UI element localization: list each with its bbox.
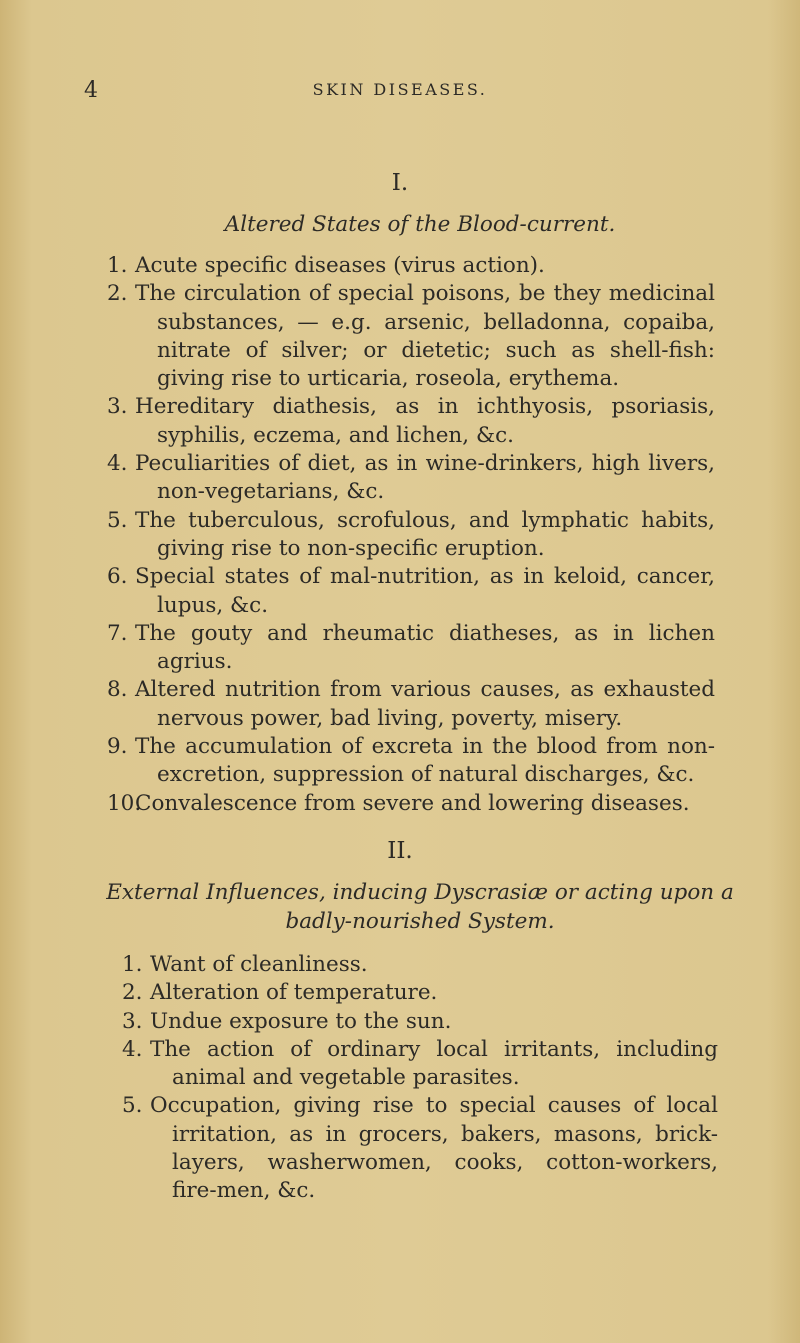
list-item [107, 620, 715, 677]
item-number: 1. [107, 253, 128, 278]
list-item [107, 676, 715, 733]
item-number: 5. [107, 507, 128, 533]
list-item [122, 979, 718, 1007]
item-number: 6. [107, 564, 128, 590]
item-text: Altered nutrition from various causes, as exhausted nervous power, bad living, poverty, misery. [135, 677, 715, 731]
running-head: SKIN DISEASES. [312, 80, 488, 99]
list-item [107, 790, 715, 818]
item-text: Peculiarities of diet, as in wine-drinkers, high livers, non-vegetarians, &c. [135, 451, 715, 505]
item-text: Want of cleanliness. [150, 952, 368, 977]
item-text: Acute specific diseases (virus action). [135, 253, 545, 278]
item-number: 3. [107, 394, 128, 420]
item-number: 9. [107, 734, 128, 760]
item-number: 5. [122, 1093, 143, 1119]
section-1-title: Altered States of the Blood-current. [224, 212, 616, 237]
item-text: Convalescence from severe and lowering diseases. [135, 790, 690, 816]
item-text: Special states of mal-nutrition, as in keloid, cancer, lupus, &c. [135, 564, 715, 618]
item-text: Alteration of temperature. [150, 980, 438, 1006]
item-number: 2. [107, 281, 128, 307]
item-number: 7. [107, 620, 128, 646]
list-item [107, 733, 715, 790]
item-text: The gouty and rheumatic diatheses, as in lichen agrius. [135, 620, 715, 675]
list-item [122, 951, 718, 979]
list-item [107, 280, 715, 393]
list-item [122, 1092, 718, 1205]
section-2-title-line-1: External Influences, inducing Dyscrasiæ or acting upon a [106, 880, 734, 905]
item-text: The tuberculous, scrofulous, and lymphatic habits, giving rise to non-specific eruption. [135, 507, 715, 561]
item-number: 4. [107, 451, 128, 477]
item-number: 4. [122, 1036, 143, 1062]
item-text: The action of ordinary local irritants, including animal and vegetable parasites. [150, 1036, 718, 1091]
list-item [107, 393, 715, 450]
item-number: 2. [122, 980, 143, 1006]
list-item [122, 1036, 718, 1093]
item-text: The circulation of special poisons, be they medicinal substances, — e.g. arsenic, belladonna, copaiba, nitrate of silver; or dietetic; such as shell-fish: giving rise to urticaria, roseola, erythema. [135, 281, 715, 392]
page-header [0, 78, 800, 108]
item-text: Occupation, giving rise to special causes of local irritation, as in grocers, bakers, masons, brick-layers, washerwomen, cooks, cotton-workers, fire-men, &c. [150, 1093, 718, 1204]
item-number: 10. [107, 790, 142, 816]
section-1-numeral: I. [391, 170, 409, 196]
item-number: 1. [122, 952, 143, 977]
list-item [107, 507, 715, 564]
section-2-numeral: II. [387, 838, 413, 864]
section-2-title [90, 878, 750, 936]
section-2-list [0, 951, 800, 1206]
list-item [122, 1008, 718, 1036]
item-number: 8. [107, 677, 128, 703]
section-2-title-line-2: badly-nourished System. [285, 909, 555, 934]
item-text: The accumulation of excreta in the blood from non-excretion, suppression of natural discharges, &c. [135, 734, 715, 788]
list-item [107, 450, 715, 507]
list-item [107, 252, 715, 280]
item-number: 3. [122, 1008, 143, 1034]
page-number: 4 [84, 78, 99, 103]
item-text: Hereditary diathesis, as in ichthyosis, psoriasis, syphilis, eczema, and lichen, &c. [135, 394, 715, 448]
list-item [107, 563, 715, 620]
item-text: Undue exposure to the sun. [150, 1008, 452, 1034]
section-1-list [0, 252, 800, 818]
